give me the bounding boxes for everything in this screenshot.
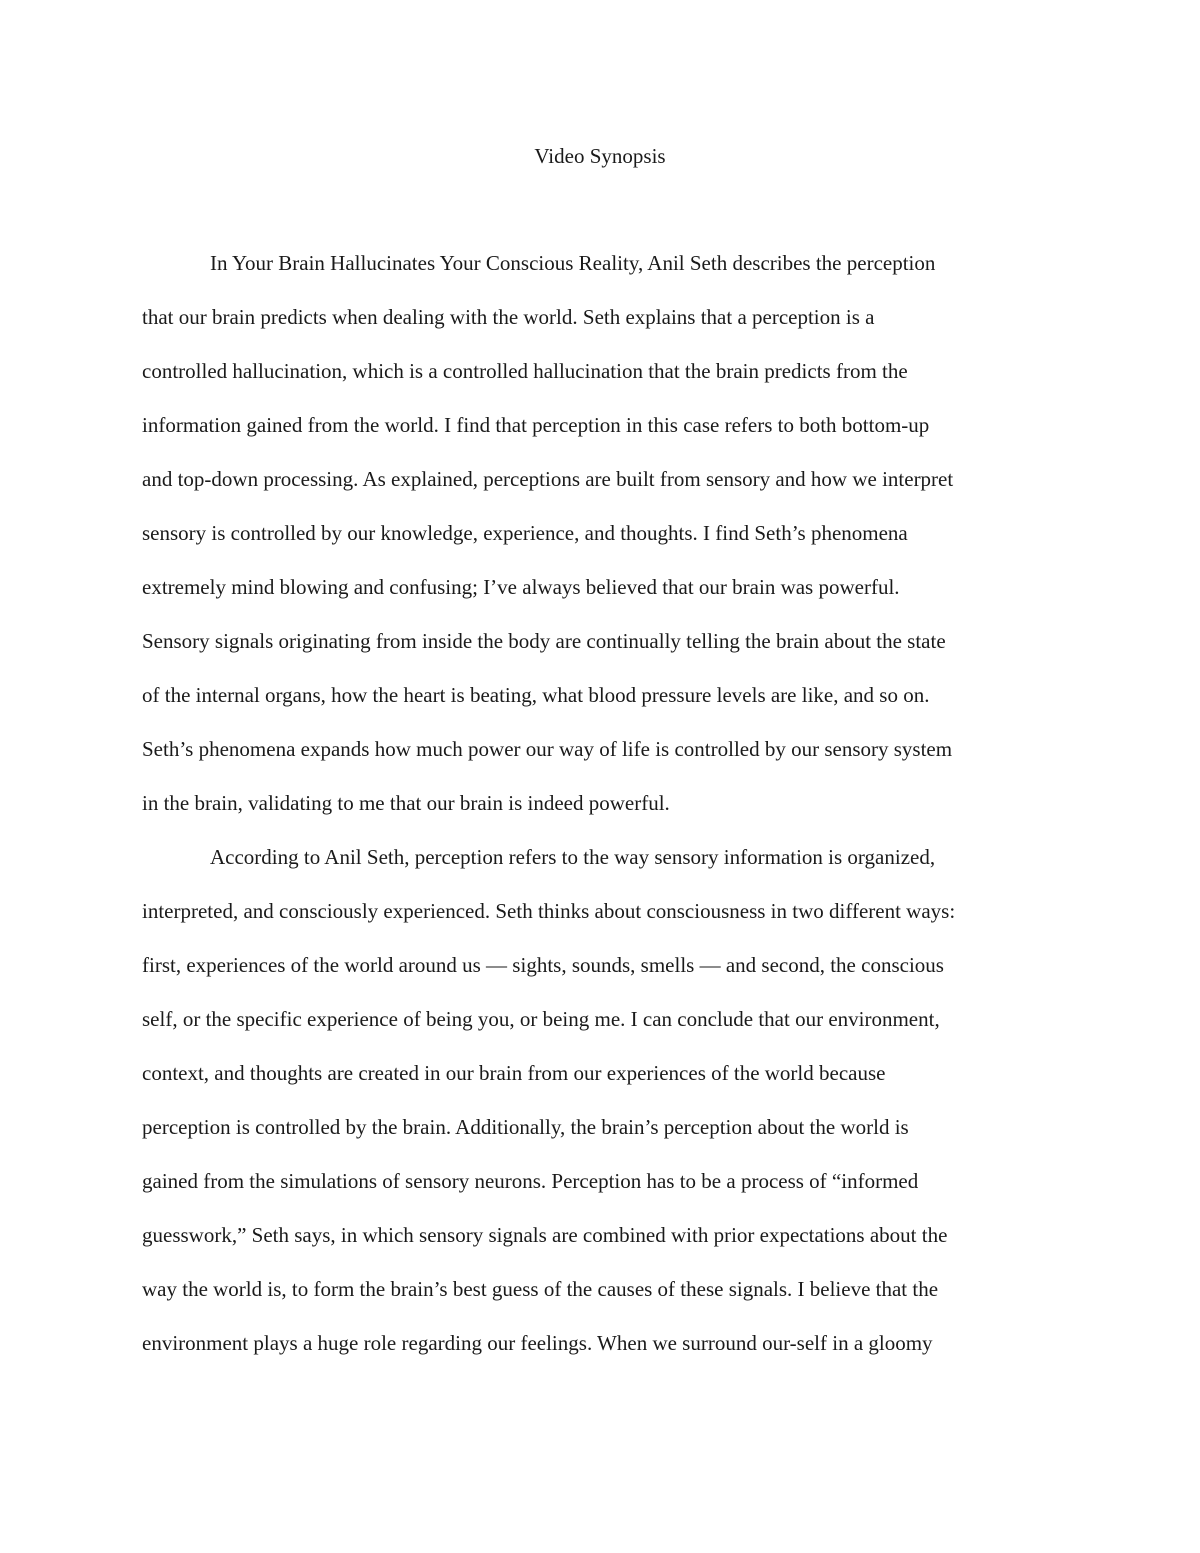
- paragraph-line: of the internal organs, how the heart is beating, what blood pressure levels are like, and so on.: [142, 683, 930, 707]
- paragraph-line: guesswork,” Seth says, in which sensory signals are combined with prior expectations about the: [142, 1223, 948, 1247]
- paragraph-line: context, and thoughts are created in our brain from our experiences of the world because: [142, 1061, 886, 1085]
- paragraph-line: perception is controlled by the brain. Additionally, the brain’s perception about the world is: [142, 1115, 909, 1139]
- document-title: Video Synopsis: [534, 144, 666, 168]
- paragraph-line: In Your Brain Hallucinates Your Conscious Reality, Anil Seth describes the perception: [210, 251, 936, 275]
- paragraph-line: Seth’s phenomena expands how much power our way of life is controlled by our sensory system: [142, 737, 953, 761]
- paragraph-1: [142, 248, 1072, 842]
- paragraph-line: and top-down processing. As explained, perceptions are built from sensory and how we interpret: [142, 467, 954, 491]
- paragraph-line: gained from the simulations of sensory neurons. Perception has to be a process of “informed: [142, 1169, 919, 1193]
- paragraph-line: first, experiences of the world around us — sights, sounds, smells — and second, the conscious: [142, 953, 944, 977]
- paragraph-line: in the brain, validating to me that our brain is indeed powerful.: [142, 791, 670, 815]
- paragraph-line: environment plays a huge role regarding our feelings. When we surround our-self in a gloomy: [142, 1331, 933, 1355]
- paragraph-line: controlled hallucination, which is a controlled hallucination that the brain predicts from the: [142, 359, 908, 383]
- paragraph-line: information gained from the world. I find that perception in this case refers to both bottom-up: [142, 413, 930, 437]
- paragraph-line: interpreted, and consciously experienced. Seth thinks about consciousness in two different ways:: [142, 899, 956, 923]
- paragraph-line: way the world is, to form the brain’s best guess of the causes of these signals. I believe that the: [142, 1277, 939, 1301]
- paragraph-line: that our brain predicts when dealing with the world. Seth explains that a perception is a: [142, 305, 875, 329]
- paragraph-line: Sensory signals originating from inside the body are continually telling the brain about the state: [142, 629, 946, 653]
- paragraph-2: [142, 842, 1072, 1382]
- paragraph-line: According to Anil Seth, perception refers to the way sensory information is organized,: [210, 845, 936, 869]
- paragraph-line: extremely mind blowing and confusing; I’ve always believed that our brain was powerful.: [142, 575, 900, 599]
- paragraph-line: sensory is controlled by our knowledge, experience, and thoughts. I find Seth’s phenomena: [142, 521, 908, 545]
- paragraph-line: self, or the specific experience of being you, or being me. I can conclude that our environment,: [142, 1007, 940, 1031]
